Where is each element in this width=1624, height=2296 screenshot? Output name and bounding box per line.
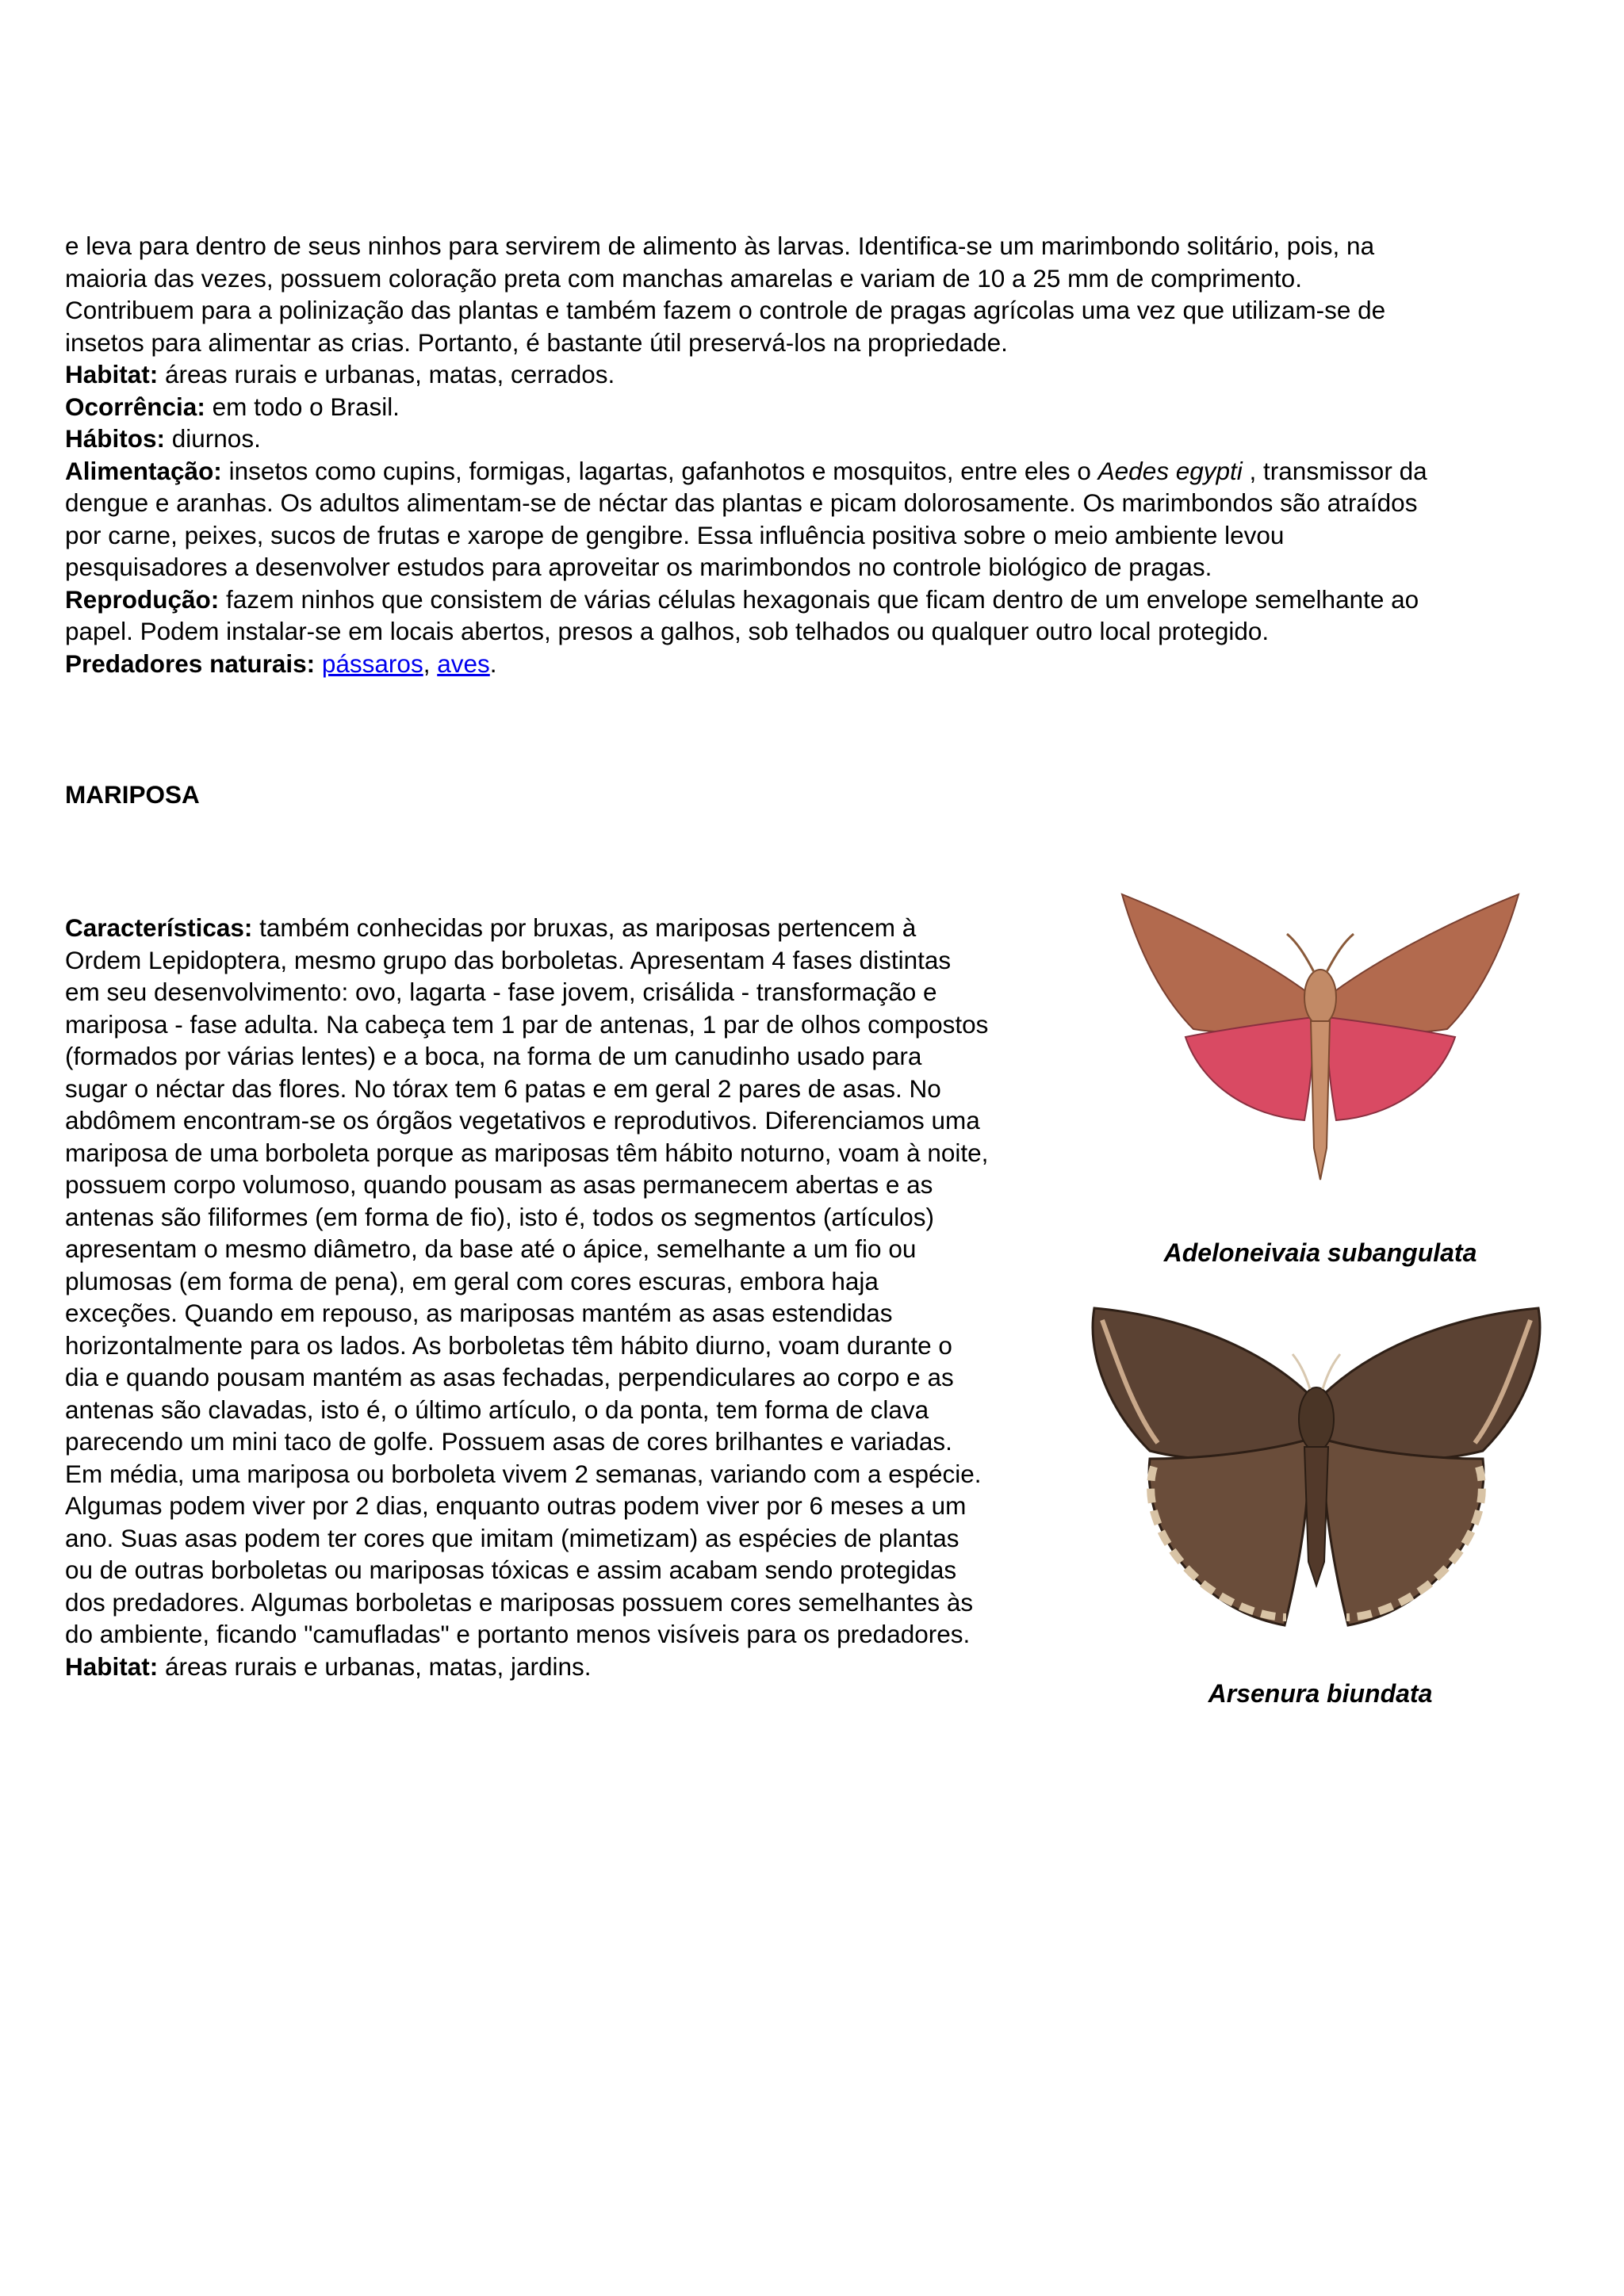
text-line: antenas são clavadas, isto é, o último artículo, o da ponta, tem forma de clava — [65, 1395, 929, 1424]
text-line: do ambiente, ficando "camufladas" e portanto menos visíveis para os predadores. — [65, 1620, 971, 1648]
ocorrencia-line — [65, 391, 1572, 423]
reproducao-text: fazem ninhos que consistem de várias células hexagonais que ficam dentro de um envelope semelhante ao — [219, 584, 1419, 614]
moth-illustration — [1106, 878, 1534, 1196]
text-line: ou de outras borboletas ou mariposas tóxicas e assim acabam sendo protegidas — [65, 1556, 957, 1584]
text-line: Algumas podem viver por 2 dias, enquanto outras podem viver por 6 meses a um — [65, 1491, 967, 1520]
habitat-label: Habitat: — [65, 360, 159, 388]
text-line: Ordem Lepidoptera, mesmo grupo das borboletas. Apresentam 4 fases distintas — [65, 945, 952, 974]
text-line: mariposa de uma borboleta porque as mariposas têm hábito noturno, voam à noite, — [65, 1138, 989, 1167]
period: . — [489, 649, 497, 678]
text-line: plumosas (em forma de pena), em geral com cores escuras, embora haja — [65, 1266, 879, 1295]
moth-photo-arsenura — [1078, 1300, 1554, 1649]
reproducao-line — [65, 584, 1572, 616]
figure-caption: Arsenura biundata — [1208, 1679, 1433, 1708]
text-line: em seu desenvolvimento: ovo, lagarta - fase jovem, crisálida - transformação e — [65, 978, 937, 1006]
text-line: pesquisadores a desenvolver estudos para aproveitar os marimbondos no controle biológico de pragas. — [65, 553, 1212, 581]
habitat-value: áreas rurais e urbanas, matas, cerrados. — [158, 360, 615, 388]
text-line: e leva para dentro de seus ninhos para servirem de alimento às larvas. Identifica-se um marimbondo solitário, pois, na — [65, 232, 1375, 260]
text-line: Em média, uma mariposa ou borboleta vivem 2 semanas, variando com a espécie. — [65, 1459, 982, 1488]
text-line: possuem corpo volumoso, quando pousam as asas permanecem abertas e as — [65, 1170, 933, 1199]
text-line: sugar o néctar das flores. No tórax tem 6 patas e em geral 2 pares de asas. No — [65, 1073, 941, 1103]
predadores-label: Predadores naturais: — [65, 649, 316, 678]
separator: , — [423, 649, 438, 678]
figure-caption: Adeloneivaia subangulata — [1163, 1238, 1477, 1267]
ocorrencia-label: Ocorrência: — [65, 392, 205, 421]
text-line: abdômem encontram-se os órgãos vegetativos e reprodutivos. Diferenciamos uma — [65, 1106, 980, 1135]
moth-illustration — [1078, 1300, 1554, 1649]
alimentacao-label: Alimentação: — [65, 456, 222, 485]
habitos-label: Hábitos: — [65, 424, 165, 453]
alimentacao-text: insetos como cupins, formigas, lagartas, gafanhotos e mosquitos, entre eles o — [221, 456, 1098, 485]
link-passaros[interactable]: pássaros — [321, 649, 423, 678]
alimentacao-text-end: , transmissor da — [1242, 456, 1427, 485]
text-line: dengue e aranhas. Os adultos alimentam-se de néctar das plantas e picam dolorosamente. Os marimbondos são atraídos — [65, 488, 1418, 517]
moth-photo-adeloneivaia — [1106, 878, 1534, 1196]
habitat-line — [65, 1651, 1088, 1683]
habitos-value: diurnos. — [165, 424, 261, 453]
text-line: insetos para alimentar as crias. Portanto, é bastante útil preservá-los na propriedade. — [65, 327, 1008, 357]
caracteristicas-text: também conhecidas por bruxas, as mariposas pertencem à — [252, 913, 917, 942]
text-line: exceções. Quando em repouso, as mariposas mantém as asas estendidas — [65, 1299, 893, 1327]
reproducao-label: Reprodução: — [65, 584, 220, 614]
text-line: antenas são filiformes (em forma de fio), isto é, todos os segmentos (artículos) — [65, 1202, 934, 1231]
continuation-section — [65, 230, 1572, 679]
text-line: (formados por várias lentes) e a boca, na forma de um canudinho usado para — [65, 1042, 922, 1070]
text-line: dos predadores. Algumas borboletas e mariposas possuem cores semelhantes às — [65, 1587, 974, 1617]
alimentacao-line — [65, 455, 1572, 488]
text-line: dia e quando pousam mantém as asas fechadas, perpendiculares ao corpo e as — [65, 1363, 954, 1391]
habitat-label: Habitat: — [65, 1651, 159, 1681]
text-line: papel. Podem instalar-se em locais abertos, presos a galhos, sob telhados ou qualquer outro local protegido. — [65, 617, 1270, 645]
text-line: parecendo um mini taco de golfe. Possuem asas de cores brilhantes e variadas. — [65, 1427, 952, 1456]
text-line: horizontalmente para os lados. As borboletas têm hábito diurno, voam durante o — [65, 1330, 952, 1360]
caracteristicas-label: Características: — [65, 913, 253, 942]
text-line: por carne, peixes, sucos de frutas e xarope de gengibre. Essa influência positiva sobre o meio ambiente levou — [65, 520, 1285, 549]
text-line: Contribuem para a polinização das plantas e também fazem o controle de pragas agrícolas uma vez que utilizam-se de — [65, 296, 1386, 324]
text-line: apresentam o mesmo diâmetro, da base até o ápice, semelhante a um fio ou — [65, 1234, 917, 1263]
habitos-line — [65, 423, 1572, 455]
habitat-line — [65, 358, 1572, 391]
species-name: Aedes egypti — [1097, 456, 1243, 485]
section-heading: MARIPOSA — [65, 780, 200, 809]
text-line: mariposa - fase adulta. Na cabeça tem 1 par de antenas, 1 par de olhos compostos — [65, 1009, 989, 1039]
caracteristicas-line — [65, 912, 1088, 944]
characteristics-section — [65, 912, 1088, 1682]
predadores-line — [65, 648, 1572, 680]
text-line: maioria das vezes, possuem coloração preta com manchas amarelas e variam de 10 a 25 mm de comprimento. — [65, 263, 1302, 293]
habitat-value: áreas rurais e urbanas, matas, jardins. — [158, 1651, 592, 1681]
ocorrencia-value: em todo o Brasil. — [205, 392, 400, 421]
link-aves[interactable]: aves — [437, 649, 490, 678]
text-line: ano. Suas asas podem ter cores que imitam (mimetizam) as espécies de plantas — [65, 1523, 959, 1552]
